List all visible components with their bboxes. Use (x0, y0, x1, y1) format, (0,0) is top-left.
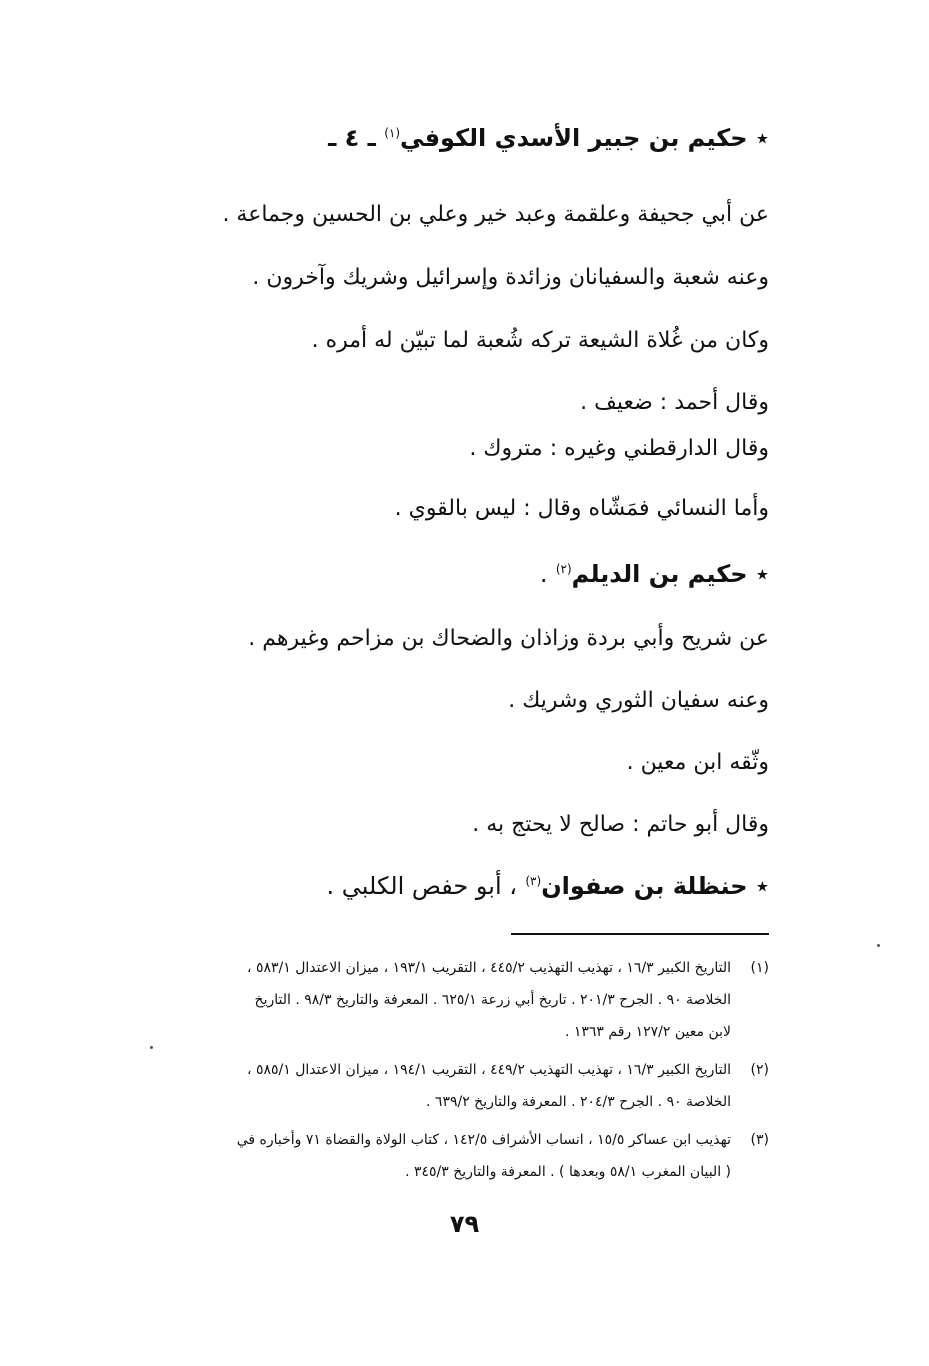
footnote-2 (129, 1054, 769, 1118)
body-line: وقال الدارقطني وغيره : متروك . (469, 436, 769, 461)
body-line: وعنه شعبة والسفيانان وزائدة وإسرائيل وشريك وآخرون . (252, 265, 769, 290)
footnote-number: (٣) (750, 1132, 769, 1148)
entry-heading-hakim-ibn-jubayr (328, 124, 769, 152)
footnote-ref: (٢) (555, 562, 572, 576)
body-line: عن شريح وأبي بردة وزاذان والضحاك بن مزاحم وغيرهم . (248, 626, 769, 651)
footnote-line (129, 952, 769, 984)
entry-marker: ٭ (755, 872, 769, 900)
footnote-line: الخلاصة ٩٠ . الجرح ٢٠٤/٣ . المعرفة والتاريخ ٦٣٩/٢ . (426, 1094, 731, 1110)
footnote-1 (129, 952, 769, 1048)
footnote-line: الخلاصة ٩٠ . الجرح ٢٠١/٣ . تاريخ أبي زرعة ٦٢٥/١ . المعرفة والتاريخ ٩٨/٣ . التاريخ (254, 992, 731, 1008)
page-number: ٧٩ (449, 1210, 480, 1238)
body-line: وثّقه ابن معين . (626, 750, 769, 775)
scan-speck (150, 1046, 153, 1049)
body-line: وأما النسائي فمَشّاه وقال : ليس بالقوي . (394, 496, 769, 521)
body-line: عن أبي جحيفة وعلقمة وعبد خير وعلي بن الحسين وجماعة . (222, 202, 769, 227)
entry-heading-hanzala-ibn-safwan (327, 872, 769, 900)
body-line: وقال أبو حاتم : صالح لا يحتج به . (472, 812, 769, 837)
entry-marker: ٭ (755, 560, 769, 588)
footnote-3 (129, 1124, 769, 1188)
footnote-line: ( البيان المغرب ٥٨/١ وبعدها ) . المعرفة والتاريخ ٣٤٥/٣ . (405, 1164, 731, 1180)
entry-tail: . (539, 560, 548, 588)
entry-name: حنظلة بن صفوان (541, 872, 748, 900)
footnote-line (129, 1054, 769, 1086)
footnote-line: لابن معين ١٢٧/٢ رقم ١٣٦٣ . (564, 1024, 731, 1040)
footnote-line (129, 1124, 769, 1156)
body-line: وعنه سفيان الثوري وشريك . (508, 688, 769, 713)
footnote-number: (٢) (750, 1062, 769, 1078)
scan-speck (877, 944, 880, 947)
entry-name: حكيم بن الديلم (571, 560, 748, 588)
footnote-text: التاريخ الكبير ١٦/٣ ، تهذيب التهذيب ٤٤٩/٢ ، التقريب ١٩٤/١ ، ميزان الاعتدال ٥٨٥/١ ، (247, 1062, 731, 1078)
entry-number: ـ ٤ ـ (328, 124, 376, 152)
entry-marker: ٭ (755, 124, 769, 152)
footnote-text: تهذيب ابن عساكر ١٥/٥ ، انساب الأشراف ١٤٢/٥ ، كتاب الولاة والقضاة ٧١ وأخباره في (236, 1132, 731, 1148)
body-line: وقال أحمد : ضعيف . (580, 390, 769, 415)
footnote-ref: (٣) (525, 874, 542, 888)
footnote-number: (١) (750, 960, 769, 976)
entry-heading-hakim-ibn-al-daylam (540, 560, 769, 588)
entry-tail: ، أبو حفص الكلبي . (326, 872, 517, 900)
footnote-separator (511, 933, 769, 935)
body-line: وكان من غُلاة الشيعة تركه شُعبة لما تبيّن له أمره . (311, 328, 769, 353)
entry-name: حكيم بن جبير الأسدي الكوفي (400, 124, 748, 152)
footnote-text: التاريخ الكبير ١٦/٣ ، تهذيب التهذيب ٤٤٥/٢ ، التقريب ١٩٣/١ ، ميزان الاعتدال ٥٨٣/١ ، (247, 960, 731, 976)
footnote-ref: (١) (384, 126, 401, 140)
